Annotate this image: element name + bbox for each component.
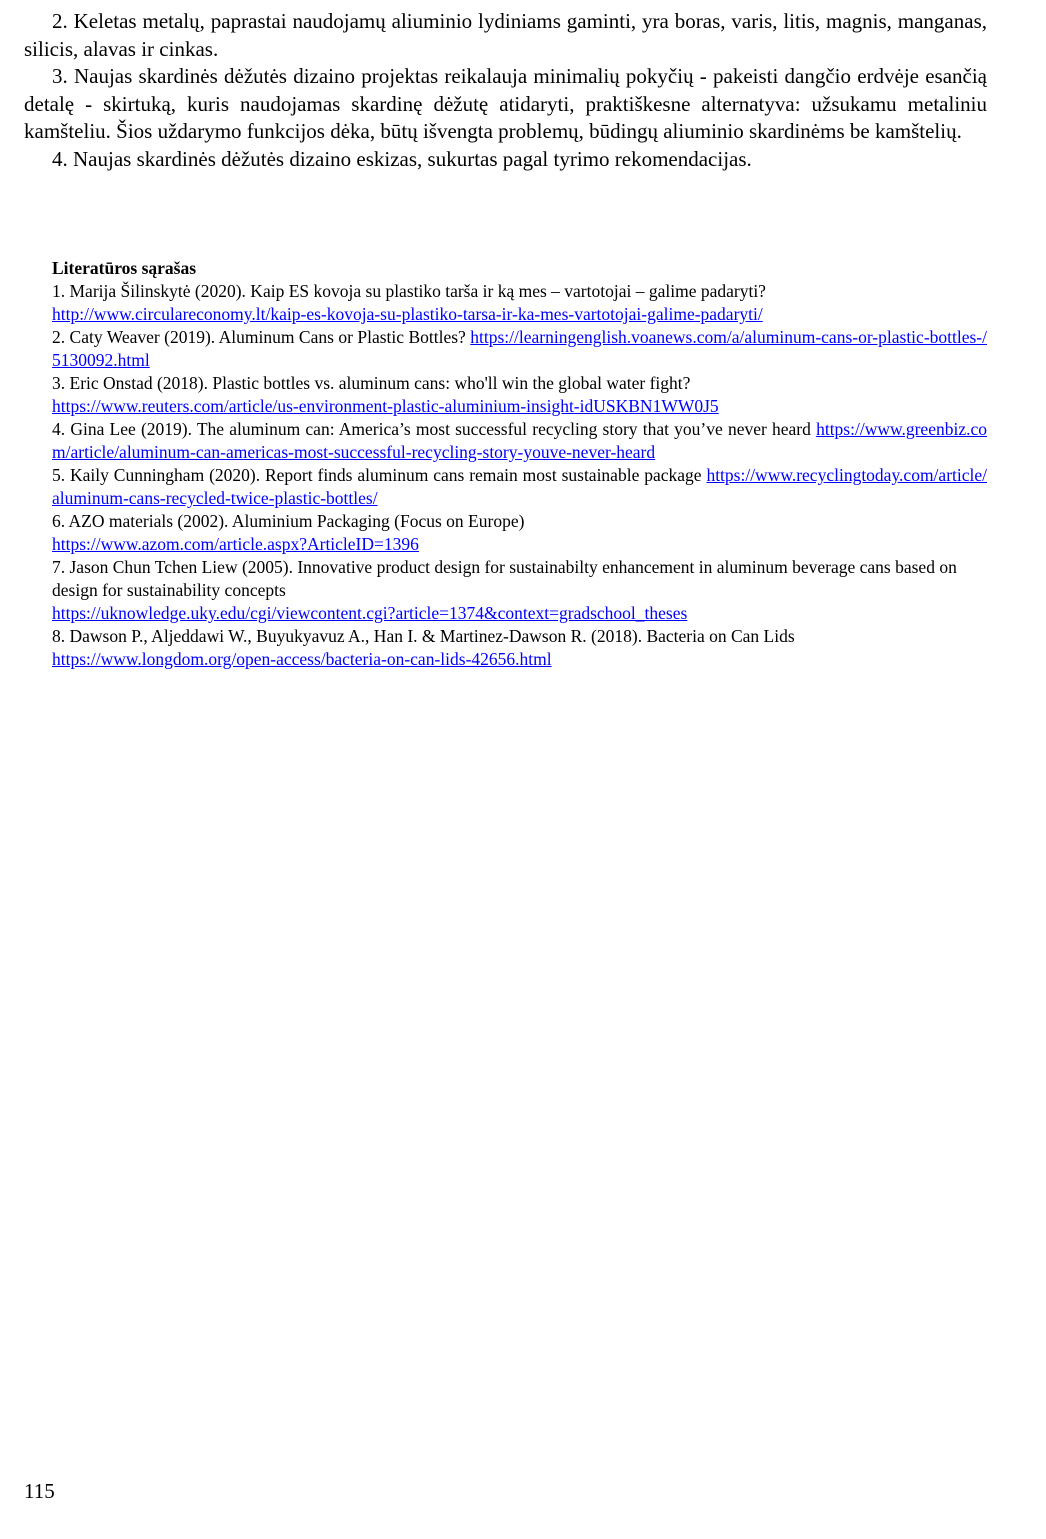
reference-text: 5. Kaily Cunningham (2020). Report finds aluminum cans remain most sustainable package bbox=[52, 465, 702, 485]
references-heading: Literatūros sąrašas bbox=[52, 258, 197, 278]
reference-link[interactable]: https://uknowledge.uky.edu/cgi/viewcontent.cgi?article=1374&context=gradschool_theses bbox=[52, 603, 688, 623]
reference-link[interactable]: https://www.recyclingtoday.com/article/aluminum-cans-recycled-twice-plastic-bottles/ bbox=[52, 465, 988, 508]
reference-item bbox=[52, 418, 987, 464]
conclusions-section bbox=[24, 8, 987, 173]
reference-link[interactable]: https://www.longdom.org/open-access/bacteria-on-can-lids-42656.html bbox=[52, 649, 552, 669]
reference-text: 3. Eric Onstad (2018). Plastic bottles vs. aluminum cans: who'll win the global water fight? bbox=[52, 373, 691, 393]
conclusion-item-2: 2. Keletas metalų, paprastai naudojamų aliuminio lydiniams gaminti, yra boras, varis, litis, magnis, manganas, silicis, alavas ir cinkas. bbox=[24, 9, 987, 61]
reference-text: 6. AZO materials (2002). Aluminium Packaging (Focus on Europe) bbox=[52, 511, 525, 531]
reference-item bbox=[52, 280, 987, 326]
reference-text: 4. Gina Lee (2019). The aluminum can: America’s most successful recycling story that you’ve never heard bbox=[52, 419, 811, 439]
reference-text: 1. Marija Šilinskytė (2020). Kaip ES kovoja su plastiko tarša ir ką mes – vartotojai – galime padaryti? bbox=[52, 281, 766, 301]
reference-item bbox=[52, 625, 987, 671]
references-section bbox=[52, 257, 987, 671]
reference-item bbox=[52, 372, 987, 418]
reference-link[interactable]: http://www.circulareconomy.lt/kaip-es-kovoja-su-plastiko-tarsa-ir-ka-mes-vartotojai-galime-padaryti/ bbox=[52, 304, 763, 324]
reference-item bbox=[52, 510, 987, 556]
conclusion-item-4: 4. Naujas skardinės dėžutės dizaino eskizas, sukurtas pagal tyrimo rekomendacijas. bbox=[52, 146, 752, 171]
reference-item bbox=[52, 326, 987, 372]
page-number: 115 bbox=[24, 1479, 55, 1503]
reference-link[interactable]: https://www.greenbiz.com/article/aluminum-can-americas-most-successful-recycling-story-youve-never-heard bbox=[52, 419, 987, 462]
reference-text: 7. Jason Chun Tchen Liew (2005). Innovative product design for sustainabilty enhancement in aluminum beverage cans based on design for sustainability concepts bbox=[52, 557, 957, 600]
reference-text: 8. Dawson P., Aljeddawi W., Buyukyavuz A., Han I. & Martinez-Dawson R. (2018). Bacteria on Can Lids bbox=[52, 626, 795, 646]
conclusion-item-3: 3. Naujas skardinės dėžutės dizaino projektas reikalauja minimalių pokyčių - pakeisti dangčio erdvėje esančią detalę - skirtuką, kuris naudojamas skardinę dėžutę atidaryti, praktiškesne alternatyva: užsukamu metaliniu kamšteliu. Šios uždarymo funkcijos dėka, būtų išvengta problemų, būdingų aliuminio skardinėms be kamštelių. bbox=[24, 64, 987, 143]
reference-item bbox=[52, 556, 987, 625]
reference-item bbox=[52, 464, 987, 510]
reference-link[interactable]: https://www.reuters.com/article/us-environment-plastic-aluminium-insight-idUSKBN1WW0J5 bbox=[52, 396, 719, 416]
reference-link[interactable]: https://learningenglish.voanews.com/a/aluminum-cans-or-plastic-bottles-/5130092.html bbox=[52, 327, 987, 370]
reference-text: 2. Caty Weaver (2019). Aluminum Cans or Plastic Bottles? bbox=[52, 327, 466, 347]
reference-link[interactable]: https://www.azom.com/article.aspx?ArticleID=1396 bbox=[52, 534, 419, 554]
